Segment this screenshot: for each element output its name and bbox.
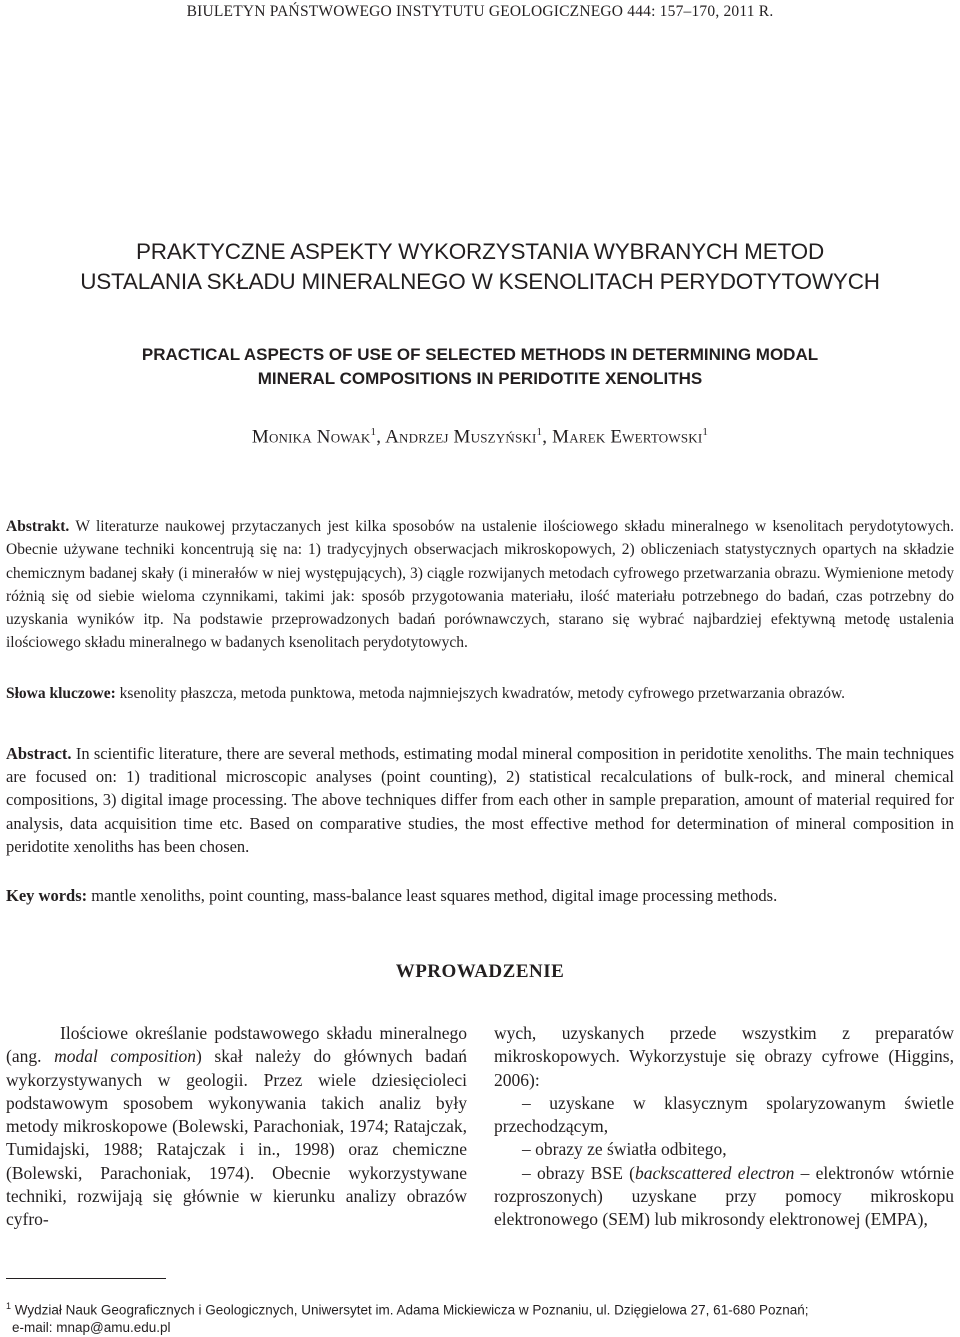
body-text: – elektronów wtórnie rozproszonych) uzyskane przy pomocy mikroskopu elektronowego (SEM) lub mikrosondy elektronowej (EMPA), (494, 1162, 954, 1230)
title-english (0, 343, 960, 391)
footnote-mark: 1 (6, 1301, 12, 1311)
body-column-right (494, 1022, 954, 1232)
author-affiliation-mark: 1 (702, 426, 709, 438)
keywords-english (6, 884, 954, 907)
footnote-divider (6, 1278, 166, 1279)
title-polish-line-1: PRAKTYCZNE ASPEKTY WYKORZYSTANIA WYBRANYCH METOD (135, 239, 825, 264)
body-italic-term: modal composition (54, 1046, 196, 1067)
author-affiliation-mark: 1 (370, 426, 377, 438)
title-polish (0, 237, 960, 297)
abstract-english (6, 742, 954, 858)
title-polish-line-2: USTALANIA SKŁADU MINERALNEGO W KSENOLITACH PERYDOTYTOWYCH (80, 269, 880, 294)
body-column-left (6, 1022, 467, 1232)
body-paragraph: wych, uzyskanych przede wszystkim z preparatów mikroskopowych. Wykorzystuje się obrazy cyfrowe (Higgins, 2006): (494, 1023, 954, 1090)
footnote-line-1 (6, 1298, 954, 1319)
title-english-line-1: PRACTICAL ASPECTS OF USE OF SELECTED METHODS IN DETERMINING MODAL (141, 345, 819, 364)
body-text: ) skał należy do głównych badań wykorzystywanych w geologii. Przez wiele dziesięcioleci podstawowym sposobem wykonywania takich analiz były metody mikroskopowe (Bolewski, Parachoniak, 1974; Ratajczak, Tumidajski, 1988; Ratajczak i in., 1998) oraz chemiczne (Bolewski, Parachoniak, 1974). Obecnie wykorzystywane techniki, rozwijają się głównie w kierunku analizy obrazów cyfro- (6, 1046, 467, 1230)
body-text: Ilościowe określanie podstawowego składu mineralnego (ang. (6, 1023, 467, 1067)
list-item: – obrazy ze światła odbitego, (522, 1139, 727, 1160)
abstract-english-label: Abstract. (6, 744, 72, 763)
author-name: Marek Ewertowski (552, 426, 703, 448)
journal-header: BIULETYN PAŃSTWOWEGO INSTYTUTU GEOLOGICZNEGO 444: 157–170, 2011 R. (186, 3, 774, 20)
title-english-line-2: MINERAL COMPOSITIONS IN PERIDOTITE XENOLITHS (257, 369, 703, 388)
section-heading: WPROWADZENIE (395, 961, 565, 982)
list-item (494, 1162, 954, 1232)
keywords-polish-text: ksenolity płaszcza, metoda punktowa, metoda najmniejszych kwadratów, metody cyfrowego przetwarzania obrazów. (115, 685, 846, 702)
author-affiliation-mark: 1 (536, 426, 543, 438)
abstract-polish (6, 515, 954, 655)
authors-line: Monika Nowak$^1$, Andrzej Muszyński$^1$, Marek Ewertowski$^1$ (251, 426, 709, 448)
keywords-english-label: Key words: (6, 886, 88, 905)
author-name: Andrzej Muszyński (385, 426, 537, 448)
footnote (6, 1298, 954, 1336)
abstract-polish-text: W literaturze naukowej przytaczanych jest kilka sposobów na ustalenie ilościowego składu mineralnego w ksenolitach perydotytowych. Obecnie używane techniki koncentrują się na: 1) tradycyjnych obserwacjach mikroskopowych, 2) obliczeniach statystycznych opartych na składzie chemicznym badanej skały (i minerałów w niej występujących), 3) ciągle rozwijanych metodach cyfrowego przetwarzania obrazu. Wymienione metody różnią się od siebie wieloma czynnikami, takimi jak: sposób przygotowania materiału, ilość materiału potrzebnego do badań, czas potrzebny do uzyskania wyników itp. Na podstawie przeprowadzonych badań porównawczych, starano się wybrać najbardziej efektywną metodę ustalenia ilościowego składu mineralnego w badanych ksenolitach perydotytowych. (6, 518, 954, 652)
footnote-line-2: e-mail: mnap@amu.edu.pl (12, 1319, 171, 1335)
abstract-polish-label: Abstrakt. (6, 518, 70, 535)
keywords-polish-label: Słowa kluczowe: (6, 685, 116, 702)
body-paragraph (6, 1022, 467, 1232)
body-text: – obrazy BSE ( (522, 1162, 635, 1183)
footnote-affiliation: Wydział Nauk Geograficznych i Geologicznych, Uniwersytet im. Adama Mickiewicza w Poznaniu, ul. Dzięgielowa 27, 61-680 Poznań; (11, 1302, 809, 1318)
body-italic-term: backscattered electron (634, 1162, 795, 1183)
keywords-english-text: mantle xenoliths, point counting, mass-balance least squares method, digital image processing methods. (87, 886, 778, 905)
abstract-english-text: In scientific literature, there are several methods, estimating modal mineral composition in peridotite xenoliths. The main techniques are focused on: 1) traditional microscopic analyses (point counting), 2) statistical recalculations of bulk-rock, and mineral chemical compositions, 3) digital image processing. The above techniques differ from each other in sample preparation, amount of material required for analysis, data acquisition time etc. Based on comparative studies, the most effective method for determination of mineral composition in peridotite xenoliths has been chosen. (6, 744, 954, 856)
list-item: – uzyskane w klasycznym spolaryzowanym świetle przechodzącym, (494, 1092, 954, 1137)
author-name: Monika Nowak (251, 426, 371, 448)
keywords-polish (6, 682, 954, 705)
